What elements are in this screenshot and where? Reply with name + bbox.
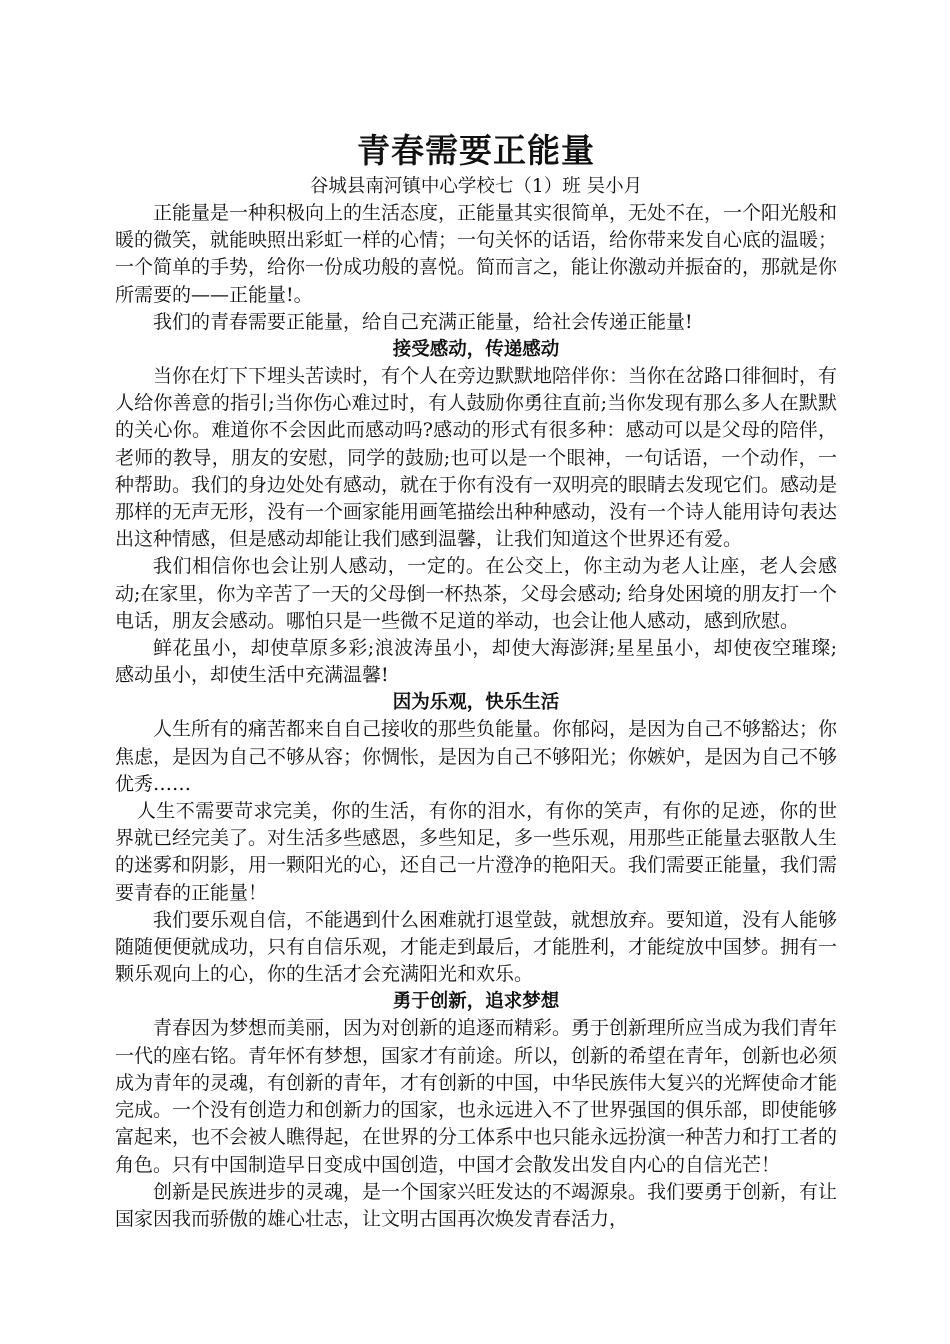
body-paragraph: 青春因为梦想而美丽，因为对创新的追逐而精彩。勇于创新理所应当成为我们青年一代的座右铭。青年怀有梦想，国家才有前途。所以，创新的希望在青年，创新也必须成为青年的灵魂，有创新的青年，才有创新的中国，中华民族伟大复兴的光辉使命才能完成。一个没有创造力和创新力的国家，也永远进入不了世界强国的俱乐部，即使能够富起来，也不会被人瞧得起，在世界的分工体系中也只能永远扮演一种苦力和打工者的角色。只有中国制造早日变成中国创造，中国才会散发出发自内心的自信光芒！: [115, 1017, 838, 1176]
section-heading: 因为乐观，快乐生活: [392, 692, 560, 714]
body-paragraph: 我们相信你也会让别人感动，一定的。在公交上，你主动为老人让座，老人会感动;在家里，你为辛苦了一天的父母倒一杯热茶，父母会感动; 给身处困境的朋友打一个电话，朋友会感动。哪怕只是一些微不足道的举动，也会让他人感动，感到欣慰。: [115, 555, 837, 632]
body-paragraph: 人生所有的痛苦都来自自己接收的那些负能量。你郁闷，是因为自己不够豁达；你焦虑，是因为自己不够从容；你惆怅，是因为自己不够阳光；你嫉妒，是因为自己不够优秀……: [115, 718, 838, 795]
document-page: [115, 128, 837, 1233]
section-heading: 接受感动，传递感动: [392, 339, 560, 361]
body-paragraph: 人生不需要苛求完美，你的生活，有你的泪水，有你的笑声，有你的足迹，你的世界就已经完美了。对生活多些感恩，多些知足，多一些乐观，用那些正能量去驱散人生的迷雾和阴影，用一颗阳光的心，还自己一片澄净的艳阳天。我们需要正能量，我们需要青春的正能量！: [115, 800, 838, 904]
document-title: 青春需要正能量: [357, 131, 595, 170]
intro-paragraph: 正能量是一种积极向上的生活态度，正能量其实很简单，无处不在，一个阳光般和暖的微笑，就能映照出彩虹一样的心情；一句关怀的话语，给你带来发自心底的温暖；一个简单的手势，给你一份成功般的喜悦。简而言之，能让你激动并振奋的，那就是你所需要的——正能量!。: [115, 202, 838, 306]
body-paragraph: 创新是民族进步的灵魂，是一个国家兴旺发达的不竭源泉。我们要勇于创新，有让国家因我而骄傲的雄心壮志，让文明古国再次焕发青春活力，: [115, 1180, 838, 1230]
author-byline: 谷城县南河镇中心学校七（1）班 吴小月: [309, 176, 643, 197]
body-paragraph: 我们要乐观自信，不能遇到什么困难就打退堂鼓，就想放弃。要知道，没有人能够随随便便就成功，只有自信乐观，才能走到最后，才能胜利，才能绽放中国梦。拥有一颗乐观向上的心，你的生活才会充满阳光和欢乐。: [115, 908, 838, 986]
body-paragraph: 当你在灯下下埋头苦读时，有个人在旁边默默地陪伴你：当你在岔路口徘徊时，有人给你善意的指引;当你伤心难过时，有人鼓励你勇往直前;当你发现有那么多人在默默的关心你。难道你不会因此而感动吗?感动的形式有很多种：感动可以是父母的陪伴，老师的教导，朋友的安慰，同学的鼓励;也可以是一个眼神，一句话语，一个动作，一种帮助。我们的身边处处有感动，就在于你有没有一双明亮的眼睛去发现它们。感动是那样的无声无形，没有一个画家能用画笔描绘出种种感动，没有一个诗人能用诗句表达出这种情感，但是感动却能让我们感到温馨，让我们知道这个世界还有爱。: [115, 365, 838, 551]
body-paragraph: 鲜花虽小，却使草原多彩;浪波涛虽小，却使大海澎湃;星星虽小，却使夜空璀璨;感动虽小，却使生活中充满温馨!: [115, 637, 837, 687]
section-heading: 勇于创新，追求梦想: [392, 991, 560, 1013]
intro-paragraph: 我们的青春需要正能量，给自己充满正能量，给社会传递正能量!: [153, 310, 693, 333]
